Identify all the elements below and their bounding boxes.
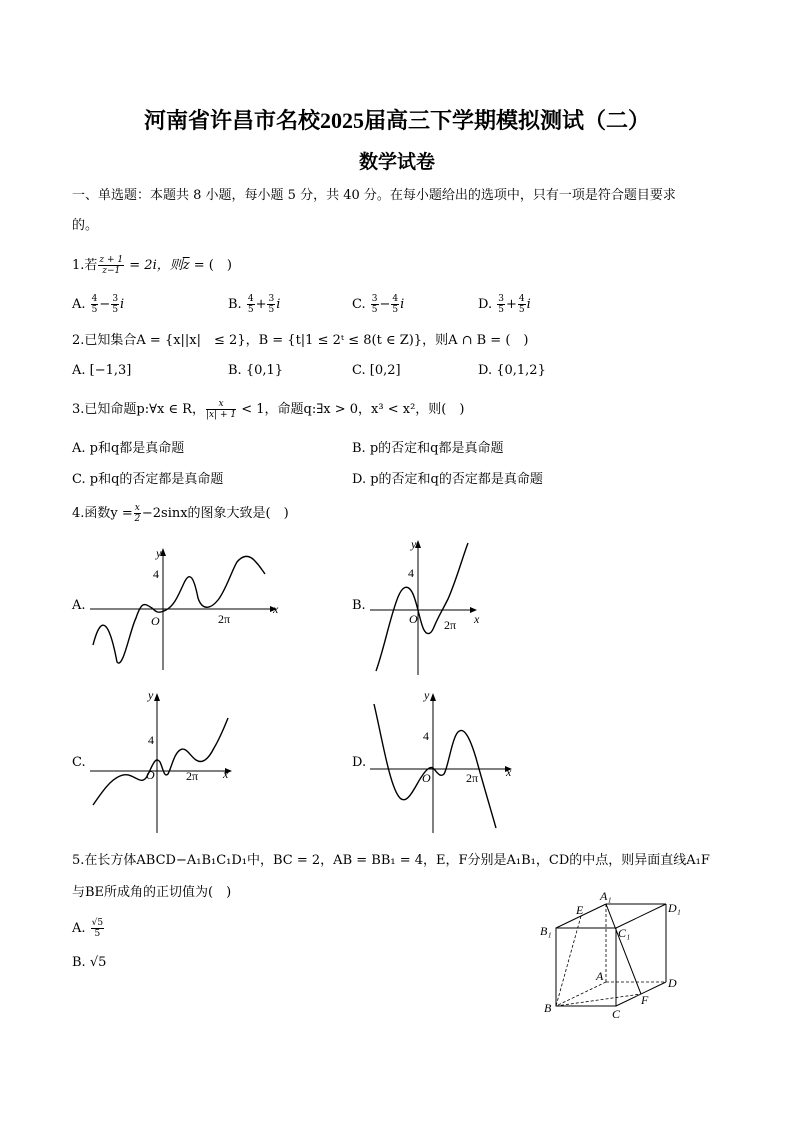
q1-zbar: $\overline{z}$ <box>182 258 190 273</box>
q4-option-b-label[interactable]: B. <box>352 598 366 613</box>
q1-middle: = 2i，则 <box>125 258 183 273</box>
option-label: D. <box>478 297 493 312</box>
question-4 <box>72 503 289 524</box>
q4-graph-c[interactable] <box>90 688 240 836</box>
imaginary-unit: i <box>276 297 281 312</box>
x-tick-label: 2π <box>218 612 231 626</box>
origin-label: O <box>409 612 418 626</box>
q1-option-d[interactable] <box>478 294 531 315</box>
origin-label: O <box>146 768 155 782</box>
denominator: 5 <box>112 305 119 315</box>
label-d: D <box>668 976 677 990</box>
q3-prefix: 3.已知命题p:∀x ∈ R， <box>72 402 205 417</box>
q5-cuboid-figure <box>538 890 708 1020</box>
operator: + <box>505 297 517 312</box>
denominator: 5 <box>268 305 275 315</box>
option-label: B. <box>228 297 242 312</box>
denominator: 5 <box>498 305 504 315</box>
q4-prefix: 4.函数y = <box>72 506 133 521</box>
option-fraction <box>247 294 255 315</box>
q1-fraction: $\frac{z + 1}{z-1}$ <box>99 255 124 276</box>
q1-suffix: = ( ) <box>189 258 232 273</box>
x-tick-label: 2π <box>444 618 457 632</box>
numerator: 4 <box>518 294 525 304</box>
q2-option-b[interactable]: B. {0,1} <box>228 363 284 378</box>
numerator: 3 <box>112 294 119 304</box>
x-axis-label: x <box>273 602 279 616</box>
y-tick-label: 4 <box>408 566 414 580</box>
denominator: 5 <box>371 305 378 315</box>
q2-option-a[interactable]: A. [−1,3] <box>72 363 132 378</box>
numerator: 4 <box>91 294 98 304</box>
question-5: 5.在长方体ABCD−A₁B₁C₁D₁中，BC = 2，AB = BB₁ = 4，E，F分别是A₁B₁，CD的中点，则异面直线A₁F <box>72 853 710 868</box>
q4-graph-d[interactable] <box>370 688 525 836</box>
q4-graph-b[interactable] <box>370 537 490 677</box>
denominator: 5 <box>518 305 525 315</box>
y-axis-label: y <box>148 688 154 702</box>
label-b1: B₁ <box>540 924 552 938</box>
denominator: 5 <box>392 305 399 315</box>
q1-option-b[interactable] <box>228 294 280 315</box>
label-a1: A₁ <box>600 890 612 903</box>
option-label: C. <box>352 297 366 312</box>
option-fraction <box>391 294 399 315</box>
q1-option-a[interactable] <box>72 294 124 315</box>
option-fraction <box>91 294 99 315</box>
option-fraction <box>518 294 526 315</box>
q4-option-c-label[interactable]: C. <box>72 755 86 770</box>
label-d1: D₁ <box>668 901 681 915</box>
option-fraction <box>111 294 119 315</box>
y-tick-label: 4 <box>148 733 154 747</box>
question-3 <box>72 399 464 420</box>
origin-label: O <box>151 614 160 628</box>
label-e: E <box>576 903 584 917</box>
section-heading: 一、单选题：本题共 8 小题，每小题 5 分，共 40 分。在每小题给出的选项中，只有一项是符合题目要求 <box>72 188 676 203</box>
operator: − <box>379 297 391 312</box>
numerator: 3 <box>498 294 504 304</box>
q4-fraction: $\frac{x}{2}$ <box>134 503 141 524</box>
y-tick-label: 4 <box>423 729 429 743</box>
y-axis-label: y <box>424 688 430 702</box>
q4-suffix: −2sinx的图象大致是( ) <box>141 506 289 521</box>
imaginary-unit: i <box>526 297 531 312</box>
label-c1: C₁ <box>618 926 631 940</box>
option-fraction <box>497 294 505 315</box>
q4-option-d-label[interactable]: D. <box>352 755 367 770</box>
denominator: 5 <box>91 305 98 315</box>
q3-option-a[interactable]: A. p和q都是真命题 <box>72 441 185 456</box>
question-5-cont: 与BE所成角的正切值为( ) <box>72 885 232 900</box>
numerator: 4 <box>247 294 254 304</box>
numerator: 3 <box>268 294 275 304</box>
q5-option-a[interactable] <box>72 918 105 939</box>
operator: − <box>99 297 111 312</box>
q4-option-a-label[interactable]: A. <box>72 598 86 613</box>
section-heading-cont: 的。 <box>72 218 99 233</box>
page-title: 河南省许昌市名校2025届高三下学期模拟测试（二） <box>143 108 650 133</box>
numerator: 4 <box>392 294 399 304</box>
q2-option-d[interactable]: D. {0,1,2} <box>478 363 546 378</box>
denominator: 5 <box>247 305 254 315</box>
imaginary-unit: i <box>400 297 405 312</box>
page-subtitle: 数学试卷 <box>358 152 435 173</box>
q1-option-c[interactable] <box>352 294 404 315</box>
q2-option-c[interactable]: C. [0,2] <box>352 363 401 378</box>
option-fraction <box>371 294 379 315</box>
label-a: A <box>596 969 604 983</box>
numerator: 3 <box>371 294 378 304</box>
x-axis-label: x <box>223 767 229 781</box>
y-tick-label: 4 <box>153 567 159 581</box>
q3-fraction: $\frac{x}{|x| + 1}$ <box>205 399 237 420</box>
x-tick-label: 2π <box>466 771 479 785</box>
x-axis-label: x <box>506 765 512 779</box>
operator: + <box>255 297 267 312</box>
x-tick-label: 2π <box>186 769 199 783</box>
label-b: B <box>544 1001 552 1015</box>
question-2: 2.已知集合A = {x||x| ≤ 2}，B = {t|1 ≤ 2ᵗ ≤ 8(t ∈ Z)}，则A ∩ B = ( ) <box>72 333 529 348</box>
q3-option-b[interactable]: B. p的否定和q都是真命题 <box>352 441 504 456</box>
option-label: A. <box>72 297 86 312</box>
origin-label: O <box>422 771 431 785</box>
q3-option-c[interactable]: C. p和q的否定都是真命题 <box>72 472 224 487</box>
q1-prefix: 1.若 <box>72 258 98 273</box>
q5-option-b[interactable]: B. √5 <box>72 955 107 970</box>
q3-suffix: < 1，命题q:∃x > 0，x³ < x²，则( ) <box>237 402 465 417</box>
q5-option-a-label: A. <box>72 921 86 936</box>
x-axis-label: x <box>474 612 480 626</box>
y-axis-label: y <box>411 537 417 551</box>
label-c: C <box>612 1007 621 1020</box>
question-1 <box>72 255 232 276</box>
q4-graph-a[interactable] <box>90 540 290 675</box>
q3-option-d[interactable]: D. p的否定和q的否定都是真命题 <box>352 472 543 487</box>
y-axis-label: y <box>156 546 162 560</box>
q5-option-a-fraction: $\frac{√5}{5}$ <box>91 918 104 939</box>
label-f: F <box>641 993 649 1007</box>
option-fraction <box>267 294 275 315</box>
imaginary-unit: i <box>120 297 125 312</box>
